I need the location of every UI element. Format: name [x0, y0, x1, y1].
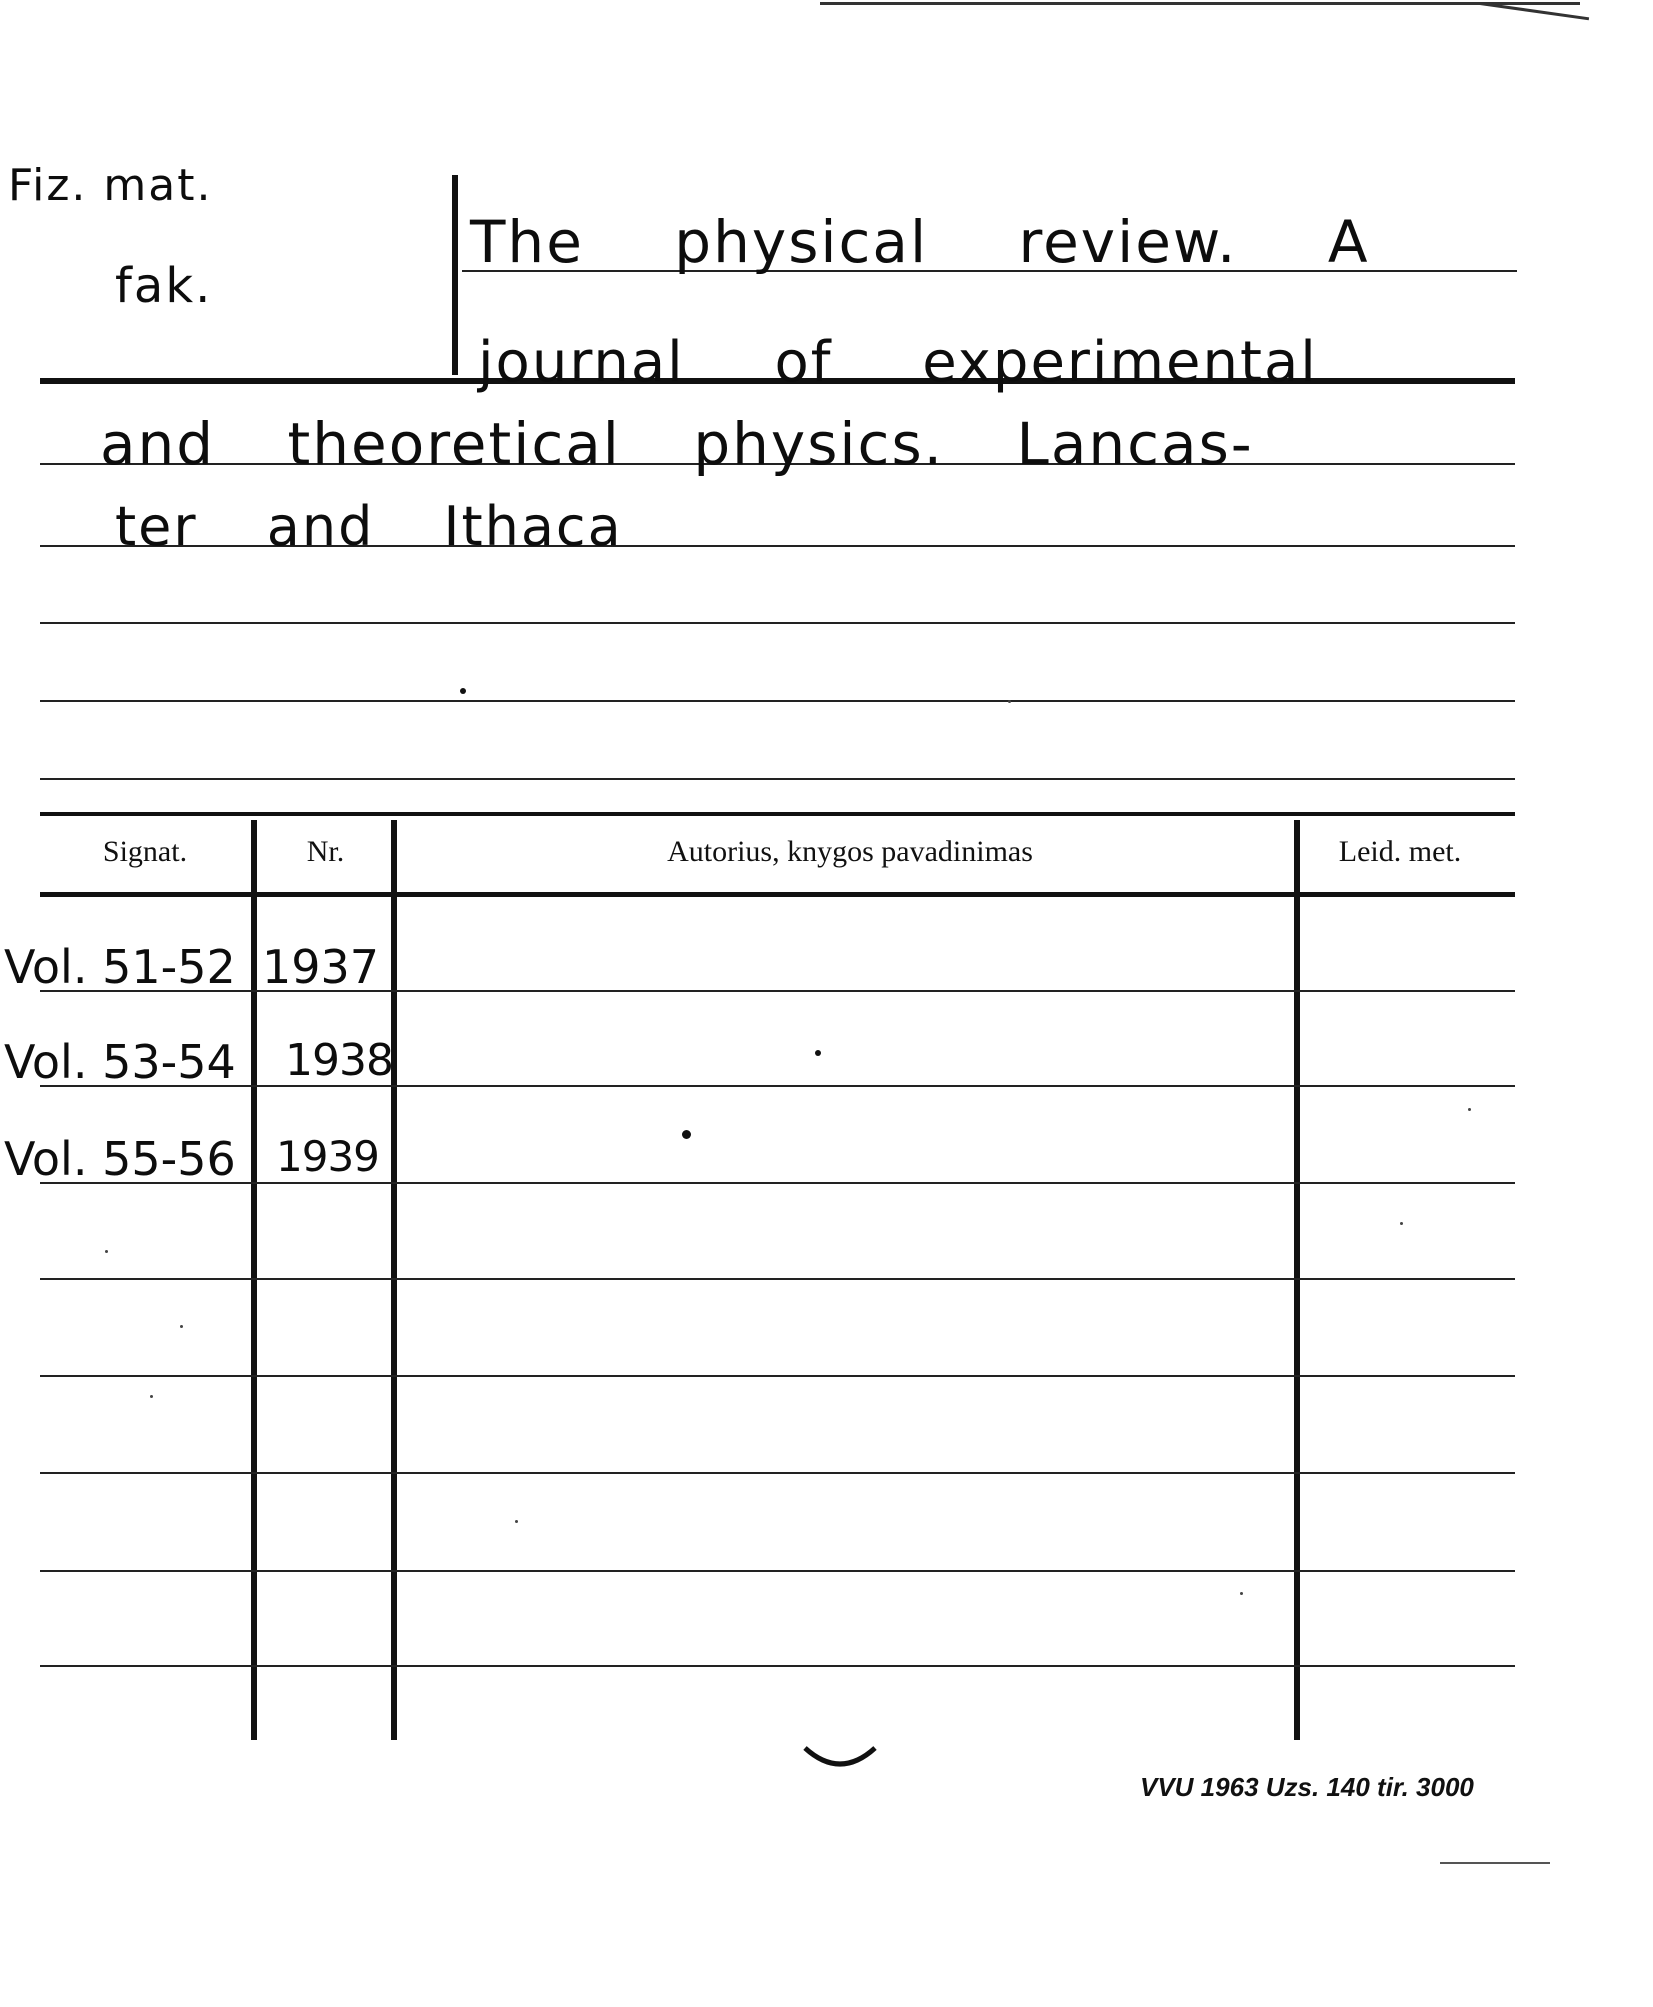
title-line-4: ter and Ithaca — [115, 495, 623, 558]
speck — [1240, 1592, 1243, 1595]
title-line-3: and theoretical physics. Lancas- — [100, 410, 1254, 478]
speck — [180, 1325, 183, 1328]
speck — [815, 1050, 821, 1056]
blank-rule-2 — [40, 700, 1515, 702]
punch-hole-arc — [800, 1740, 880, 1780]
row-rule-8 — [40, 1665, 1515, 1667]
speck — [105, 1250, 108, 1253]
row-1-nr: 1937 — [262, 940, 380, 994]
speck — [1468, 1108, 1471, 1111]
row-3-signat: Vol. 55-56 — [4, 1132, 236, 1186]
speck — [150, 1395, 153, 1398]
header-year: Leid. met. — [1338, 835, 1462, 868]
speck — [1400, 1222, 1403, 1225]
row-rule-7 — [40, 1570, 1515, 1572]
row-rule-2 — [40, 1085, 1515, 1087]
row-rule-3 — [40, 1182, 1515, 1184]
row-rule-4 — [40, 1278, 1515, 1280]
row-1-signat: Vol. 51-52 — [4, 940, 236, 994]
blank-rule-3 — [40, 778, 1515, 780]
column-divider-1 — [251, 820, 257, 1740]
header-nr: Nr. — [306, 835, 345, 868]
bottom-edge-line — [1440, 1862, 1550, 1864]
department-line-1: Fiz. mat. — [8, 160, 213, 211]
department-line-2: fak. — [115, 258, 213, 314]
row-2-nr: 1938 — [285, 1035, 393, 1086]
row-3-nr: 1939 — [276, 1132, 379, 1181]
top-edge-line — [820, 2, 1580, 5]
speck — [1008, 700, 1011, 703]
header-author-title: Autorius, knygos pavadinimas — [667, 835, 1033, 868]
printer-mark: VVU 1963 Uzs. 140 tir. 3000 — [1140, 1772, 1474, 1802]
speck — [682, 1130, 691, 1139]
title-line-1: The physical review. A — [470, 208, 1370, 276]
column-divider-2 — [391, 820, 397, 1740]
table-top-border — [40, 812, 1515, 816]
column-divider-3 — [1294, 820, 1300, 1740]
header-signat: Signat. — [102, 835, 188, 868]
row-rule-5 — [40, 1375, 1515, 1377]
title-line-2: journal of experimental — [478, 330, 1318, 395]
row-rule-6 — [40, 1472, 1515, 1474]
row-2-signat: Vol. 53-54 — [4, 1035, 236, 1089]
speck — [460, 688, 466, 694]
title-separator-bar — [452, 175, 458, 375]
blank-rule-1 — [40, 622, 1515, 624]
speck — [515, 1520, 518, 1523]
